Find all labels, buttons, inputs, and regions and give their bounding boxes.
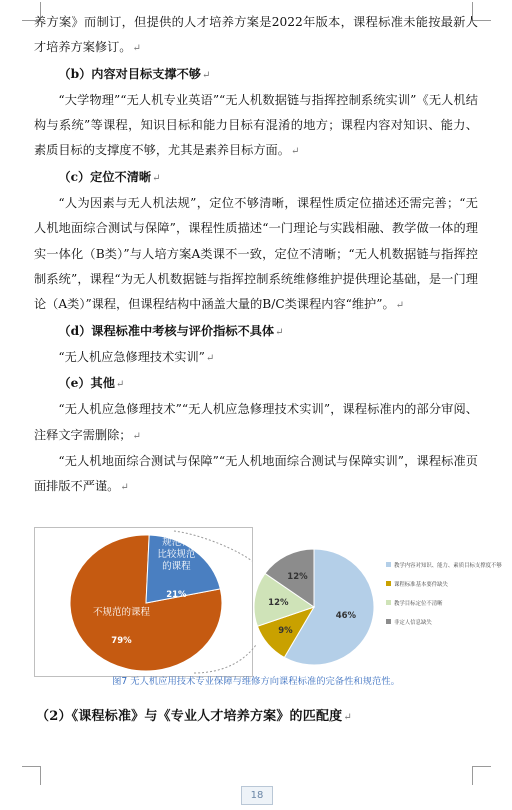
paragraph-assessment (34, 345, 478, 371)
paragraph-training-plan (34, 10, 478, 62)
legend-label: 教学目标定位不清晰 (394, 601, 443, 607)
pie1-value-label: 79% (111, 635, 132, 646)
paragraph-other-1 (34, 397, 478, 449)
paragraph-text: “大学物理”“无人机专业英语”“无人机数据链与指挥控制系统实训”《无人机结构与系统”等课程，知识目标和能力目标有混淆的地方；课程内容对知识、能力、素质目标的支撑度不够，尤其是素养目标方面。 (34, 92, 478, 158)
heading-assessment (34, 319, 478, 345)
pie1-category-label: 比较规范 (157, 548, 196, 560)
paragraph-mark: ↵ (395, 300, 405, 312)
paragraph-mark: ↵ (205, 352, 215, 364)
legend-swatch (386, 600, 391, 605)
paragraph-mark: ↵ (275, 326, 284, 338)
heading-text: （b）内容对目标支撑不够 (58, 66, 201, 81)
legend-label: 教学内容对知识、能力、素质目标支撑度不够 (394, 563, 502, 569)
pie1-category-label: 的课程 (162, 560, 191, 572)
pie2-value-label: 9% (278, 626, 293, 637)
paragraph-other-2 (34, 449, 478, 501)
heading-positioning (34, 165, 478, 191)
pie1-category-label: 不规范的课程 (92, 606, 150, 618)
section-heading-text: （2）《课程标准》与《专业人才培养方案》的匹配度 (36, 709, 343, 724)
paragraph-mark: ↵ (115, 379, 125, 391)
section-heading (36, 705, 352, 724)
paragraph-text: 养方案》而制订，但提供的人才培养方案是2022年版本，课程标准未能按最新人才培养方案修订。 (34, 15, 478, 55)
pie2-value-label: 12% (287, 572, 308, 583)
pie1-value-label: 21% (166, 589, 187, 600)
heading-text: （e）其他 (58, 376, 115, 391)
pie2-value-label: 12% (268, 598, 289, 609)
page-number: 18 (241, 786, 273, 805)
legend-swatch (386, 619, 391, 624)
paragraph-mark: ↵ (152, 172, 161, 184)
heading-content-support (34, 62, 478, 88)
paragraph-text: “无人机应急修理技术”“无人机应急修理技术实训”，课程标准内的部分审阅、注释文字需删除； (34, 402, 478, 442)
paragraph-text: “无人机应急修理技术实训” (58, 349, 205, 364)
paragraph-mark: ↵ (290, 146, 300, 158)
pie1-category-label: 规范和 (162, 536, 191, 548)
paragraph-positioning (34, 191, 478, 318)
heading-text: （d）课程标准中考核与评价指标不具体 (58, 323, 275, 338)
pie-charts-svg (34, 527, 502, 677)
heading-text: （c）定位不清晰 (58, 169, 152, 184)
document-body (34, 10, 478, 501)
legend-label: 非定人信息缺失 (394, 620, 432, 626)
crop-mark-bottom-left (22, 766, 41, 785)
pie2-value-label: 46% (335, 611, 357, 622)
paragraph-content-support (34, 88, 478, 165)
chart-legend (386, 561, 502, 626)
paragraph-mark: ↵ (132, 43, 141, 55)
crop-mark-bottom-right (472, 766, 491, 785)
pie-chart-problem-breakdown (254, 549, 374, 665)
paragraph-mark: ↵ (120, 482, 129, 494)
paragraph-mark: ↵ (132, 430, 141, 442)
figure-caption: 图7 无人机应用技术专业保障与维修方向课程标准的完备性和规范性。 (112, 676, 400, 687)
legend-label: 课程标准基本要件缺失 (394, 582, 448, 588)
paragraph-mark: ↵ (201, 69, 211, 81)
paragraph-text: “无人机地面综合测试与保障”“无人机地面综合测试与保障实训”，课程标准页面排版不严谨。 (34, 454, 478, 494)
figure-pie-charts (34, 527, 502, 677)
heading-other (34, 371, 478, 397)
pie-chart-course-compliance (70, 535, 222, 671)
paragraph-mark: ↵ (343, 712, 352, 723)
legend-swatch (386, 562, 391, 567)
legend-swatch (386, 581, 391, 586)
paragraph-text: “人为因素与无人机法规”，定位不够清晰，课程性质定位描述还需完善；“无人机地面综合测试与保障”，课程性质描述“一门理论与实践相融、教学做一体的理实一体化（B类）”与人培方案A类课不一致，定位不清晰；“无人机数据链与指挥控制系统”，课程“为无人机数据链与指挥控制系统维修维护提供理论基础，是一门理论（A类）”课程，但课程结构中涵盖大量的B/C类课程内容“维护”。 (34, 196, 478, 312)
